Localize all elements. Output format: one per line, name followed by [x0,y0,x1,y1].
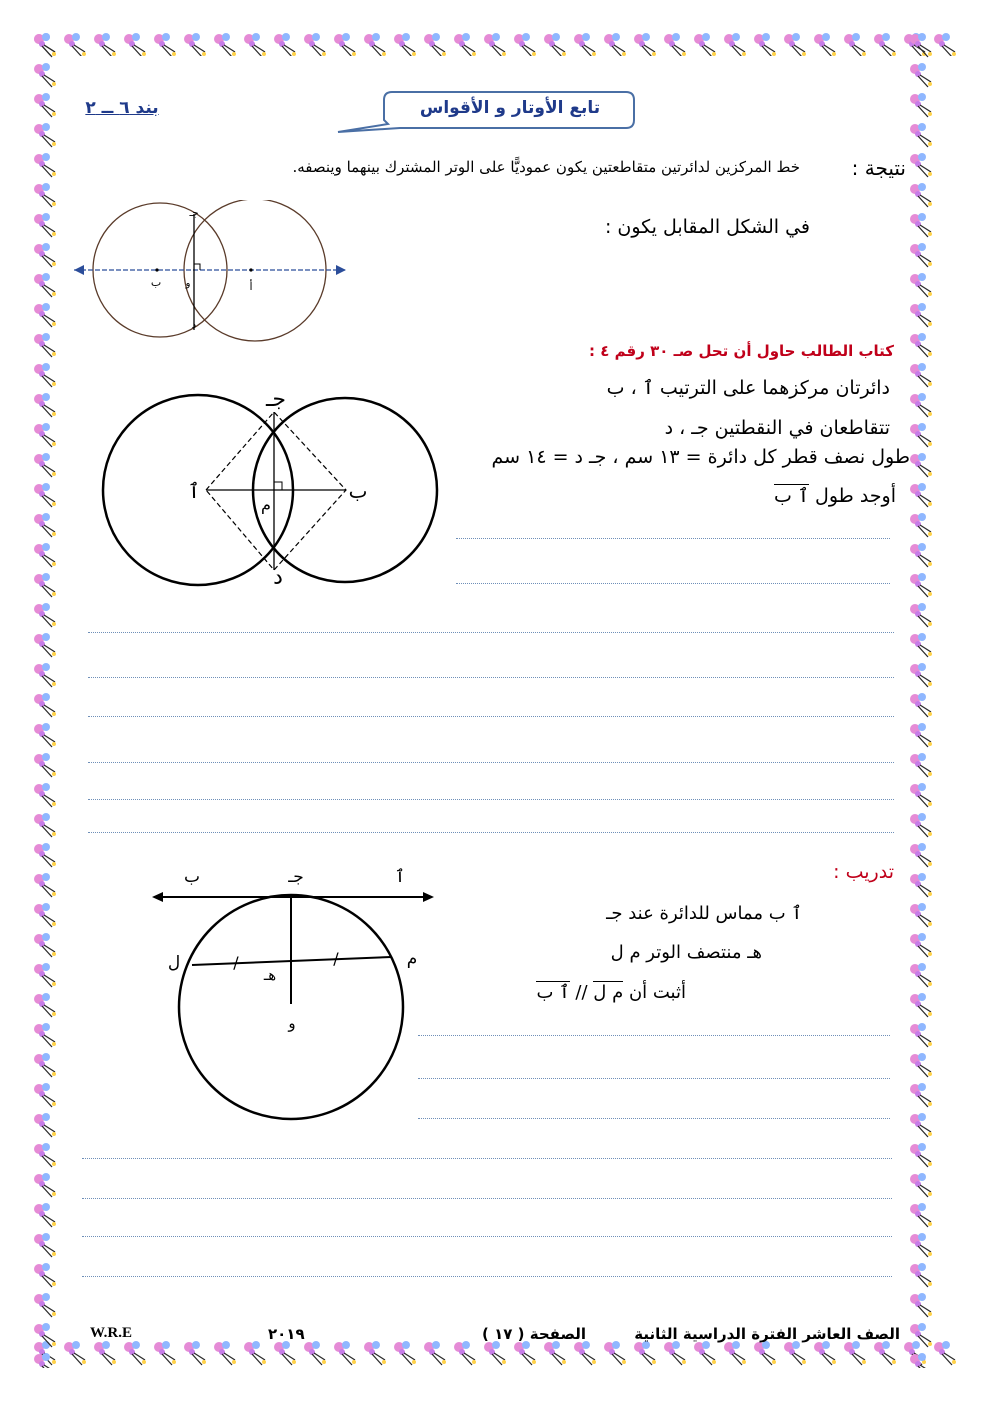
label-h: هـ [263,966,277,984]
footer-page: الصفحة ( ١٧ ) [482,1325,586,1343]
exercise-line-2: تتقاطعان في النقطتين جـ ، د [664,417,890,439]
find-prefix: أوجد طول [809,485,896,507]
label-m: م [406,949,418,969]
answer-line[interactable] [418,1118,890,1119]
figure-intro: في الشكل المقابل يكون : [604,216,810,238]
label-center: م [261,495,271,514]
training-label: تدريب : [833,861,894,883]
segment-ab: ٱ ب [773,485,809,507]
label-w: و [288,1014,296,1032]
training-line-1 [606,903,802,924]
segment-ml: م ل [593,982,624,1003]
arrow-left-icon [152,892,163,902]
section-number: بند ٦ ــ ٢ [85,98,159,118]
decorative-border-top [30,30,960,56]
label-left: ٱ [188,479,200,503]
label-b: ب [183,867,201,887]
label-a: ٱ [395,867,405,887]
answer-line[interactable] [88,762,894,763]
label-d: د [191,320,197,331]
answer-line[interactable] [418,1035,890,1036]
footer-year: ٢٠١٩ [268,1325,305,1343]
footer-grade: الصف العاشر الفترة الدراسية الثانية [634,1325,900,1343]
label-w: و [185,278,191,289]
answer-line[interactable] [88,632,894,633]
exercise-line-4 [774,485,896,507]
result-label: نتيجة : [851,156,906,180]
arrow-right-icon [423,892,434,902]
training-line-1-text: مماس للدائرة عند جـ [606,903,769,924]
decorative-border-right [906,30,936,1368]
right-angle-mark [194,264,200,270]
exercise-heading: كتاب الطالب حاول أن تحل صـ ٣٠ رقم ٤ : [589,342,894,360]
answer-line[interactable] [88,799,894,800]
answer-line[interactable] [82,1276,892,1277]
footer-signature: W.R.E [90,1325,132,1341]
answer-line[interactable] [82,1198,892,1199]
tangent-ab: ٱ ب [768,903,802,924]
segment-ab-2: ٱ ب [536,982,570,1003]
answer-line[interactable] [88,832,894,833]
label-b: ب [150,276,162,289]
answer-line[interactable] [418,1078,890,1079]
answer-line[interactable] [456,583,890,584]
answer-line[interactable] [88,677,894,678]
label-a: أ [249,280,253,293]
figure-intersecting-circles-2 [100,382,450,590]
answer-line[interactable] [82,1236,892,1237]
label-j: جـ [288,867,304,887]
exercise-line-3: طول نصف قطر كل دائرة = ١٣ سم ، جـ د = ١٤ سم [491,446,910,468]
arrow-left-icon [74,265,84,275]
label-l: ل [167,953,181,973]
answer-line[interactable] [456,538,890,539]
prove-prefix: أثبت أن [623,982,686,1003]
label-top: جـ [265,387,287,412]
page-title: تابع الأوتار و الأقواس [419,98,601,118]
decorative-border-left [30,30,60,1368]
parallel-symbol: // [569,982,594,1003]
right-angle-mark [274,482,282,490]
label-right: ب [348,479,368,503]
result-text: خط المركزين لدائرتين متقاطعتين يكون عموديًّا على الوتر المشترك بينهما وينصفه. [292,158,800,176]
label-bottom: د [273,565,283,590]
arrow-right-icon [336,265,346,275]
figure-intersecting-circles-1 [70,200,360,360]
training-line-3 [536,982,686,1003]
training-line-2: هـ منتصف الوتر م ل [610,942,762,963]
figure-tangent-circle [148,862,438,1124]
exercise-line-1: دائرتان مركزهما على الترتيب ٱ ، ب [606,377,890,399]
label-j: جـ [189,208,199,219]
answer-line[interactable] [82,1158,892,1159]
tick-mark-2: / [333,949,339,968]
tick-mark-1: / [233,953,239,972]
answer-line[interactable] [88,716,894,717]
